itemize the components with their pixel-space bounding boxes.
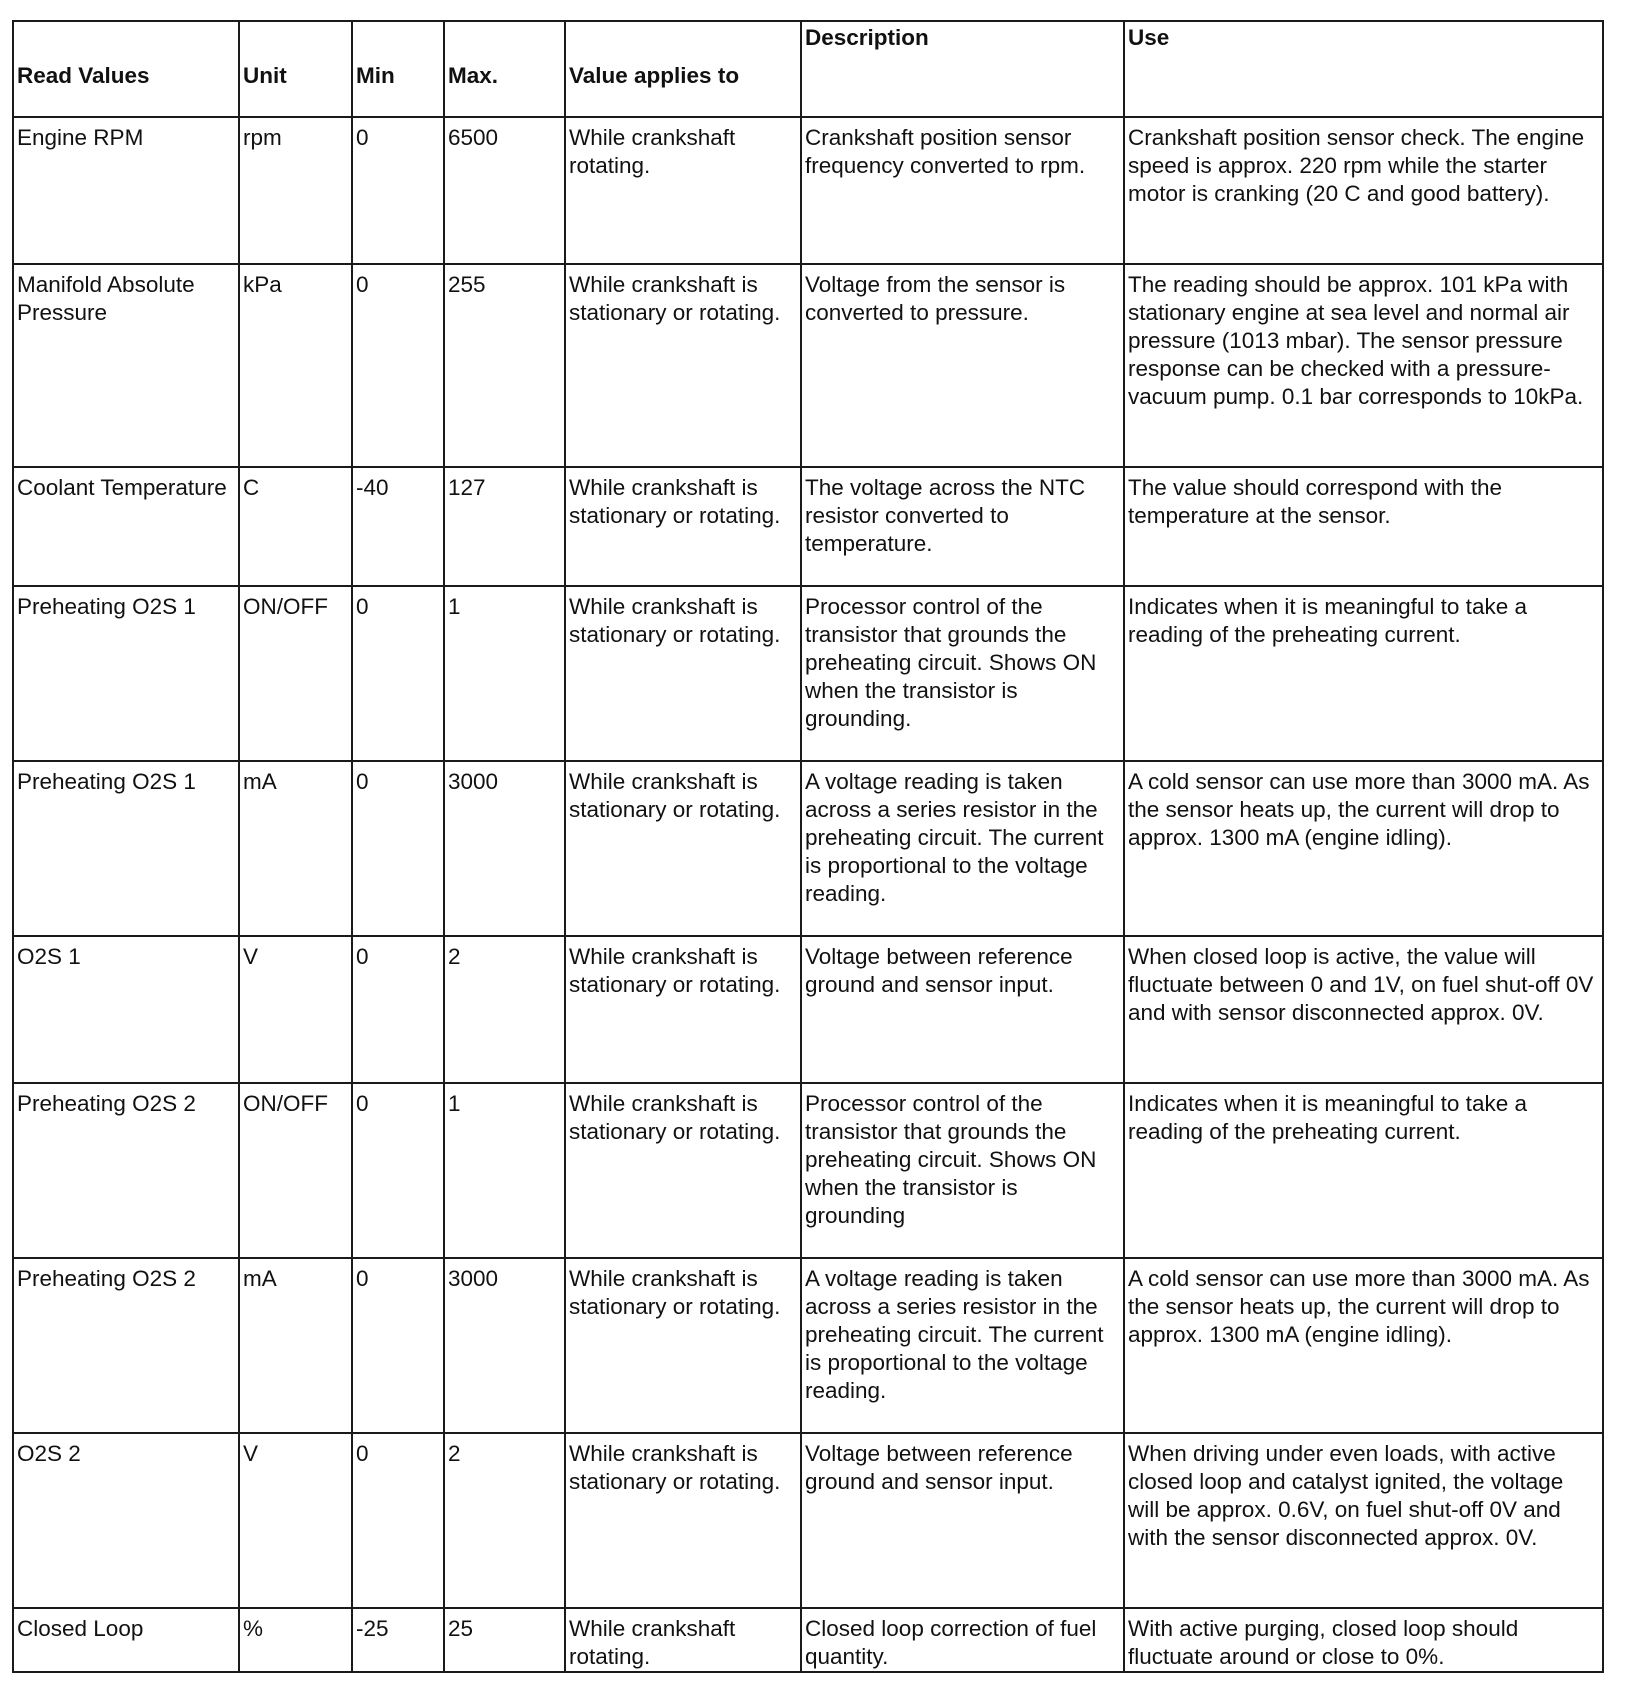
cell-max: 127 [444, 467, 565, 586]
cell-min: -40 [352, 467, 444, 586]
cell-read-value: Coolant Temperature [13, 467, 239, 586]
cell-unit: ON/OFF [239, 586, 352, 761]
table-row [13, 117, 1603, 264]
cell-max: 3000 [444, 761, 565, 936]
cell-unit: V [239, 1433, 352, 1608]
table-row [13, 936, 1603, 1083]
cell-description: A voltage reading is taken across a series resistor in the preheating circuit. The current is proportional to the voltage reading. [801, 1258, 1124, 1433]
cell-max: 6500 [444, 117, 565, 264]
cell-unit: kPa [239, 264, 352, 467]
cell-min: 0 [352, 761, 444, 936]
cell-unit: % [239, 1608, 352, 1672]
cell-description: Crankshaft position sensor frequency converted to rpm. [801, 117, 1124, 264]
cell-unit: ON/OFF [239, 1083, 352, 1258]
cell-max: 25 [444, 1608, 565, 1672]
header-value-applies-to: Value applies to [565, 21, 801, 117]
table-row [13, 1258, 1603, 1433]
table-row [13, 1433, 1603, 1608]
header-unit: Unit [239, 21, 352, 117]
read-values-table [12, 20, 1604, 1673]
cell-read-value: Preheating O2S 2 [13, 1083, 239, 1258]
table-row [13, 761, 1603, 936]
cell-description: Voltage between reference ground and sensor input. [801, 936, 1124, 1083]
cell-read-value: Manifold Absolute Pressure [13, 264, 239, 467]
cell-use: With active purging, closed loop should fluctuate around or close to 0%. [1124, 1608, 1603, 1672]
cell-read-value: O2S 2 [13, 1433, 239, 1608]
cell-description: The voltage across the NTC resistor converted to temperature. [801, 467, 1124, 586]
cell-description: Processor control of the transistor that grounds the preheating circuit. Shows ON when the transistor is grounding [801, 1083, 1124, 1258]
cell-min: 0 [352, 586, 444, 761]
cell-min: 0 [352, 936, 444, 1083]
cell-max: 3000 [444, 1258, 565, 1433]
cell-read-value: Preheating O2S 1 [13, 761, 239, 936]
cell-min: 0 [352, 264, 444, 467]
cell-applies-to: While crankshaft is stationary or rotating. [565, 1258, 801, 1433]
cell-use: Indicates when it is meaningful to take a reading of the preheating current. [1124, 1083, 1603, 1258]
cell-use: A cold sensor can use more than 3000 mA. As the sensor heats up, the current will drop to approx. 1300 mA (engine idling). [1124, 761, 1603, 936]
cell-unit: mA [239, 761, 352, 936]
cell-read-value: Preheating O2S 2 [13, 1258, 239, 1433]
cell-min: 0 [352, 1258, 444, 1433]
cell-applies-to: While crankshaft is stationary or rotating. [565, 936, 801, 1083]
cell-applies-to: While crankshaft rotating. [565, 117, 801, 264]
cell-use: The reading should be approx. 101 kPa with stationary engine at sea level and normal air pressure (1013 mbar). The sensor pressure response can be checked with a pressure-vacuum pump. 0.1 bar corresponds to 10kPa. [1124, 264, 1603, 467]
cell-max: 1 [444, 586, 565, 761]
header-min: Min [352, 21, 444, 117]
cell-read-value: O2S 1 [13, 936, 239, 1083]
cell-unit: rpm [239, 117, 352, 264]
cell-use: When driving under even loads, with active closed loop and catalyst ignited, the voltage will be approx. 0.6V, on fuel shut-off 0V and with the sensor disconnected approx. 0V. [1124, 1433, 1603, 1608]
cell-use: Indicates when it is meaningful to take a reading of the preheating current. [1124, 586, 1603, 761]
header-max: Max. [444, 21, 565, 117]
cell-description: Processor control of the transistor that grounds the preheating circuit. Shows ON when the transistor is grounding. [801, 586, 1124, 761]
cell-applies-to: While crankshaft is stationary or rotating. [565, 586, 801, 761]
cell-read-value: Preheating O2S 1 [13, 586, 239, 761]
cell-applies-to: While crankshaft is stationary or rotating. [565, 1433, 801, 1608]
cell-unit: V [239, 936, 352, 1083]
cell-min: 0 [352, 1433, 444, 1608]
cell-unit: mA [239, 1258, 352, 1433]
cell-max: 1 [444, 1083, 565, 1258]
cell-description: Closed loop correction of fuel quantity. [801, 1608, 1124, 1672]
cell-max: 2 [444, 1433, 565, 1608]
cell-max: 255 [444, 264, 565, 467]
table-row [13, 1608, 1603, 1672]
cell-applies-to: While crankshaft is stationary or rotating. [565, 1083, 801, 1258]
cell-use: When closed loop is active, the value will fluctuate between 0 and 1V, on fuel shut-off 0V and with sensor disconnected approx. 0V. [1124, 936, 1603, 1083]
cell-min: 0 [352, 1083, 444, 1258]
cell-read-value: Engine RPM [13, 117, 239, 264]
table-row [13, 467, 1603, 586]
cell-max: 2 [444, 936, 565, 1083]
cell-description: Voltage between reference ground and sensor input. [801, 1433, 1124, 1608]
header-read-values: Read Values [13, 21, 239, 117]
cell-use: The value should correspond with the temperature at the sensor. [1124, 467, 1603, 586]
cell-applies-to: While crankshaft is stationary or rotating. [565, 761, 801, 936]
header-description: Description [801, 21, 1124, 117]
cell-description: A voltage reading is taken across a series resistor in the preheating circuit. The current is proportional to the voltage reading. [801, 761, 1124, 936]
cell-applies-to: While crankshaft is stationary or rotating. [565, 467, 801, 586]
header-use: Use [1124, 21, 1603, 117]
cell-use: A cold sensor can use more than 3000 mA. As the sensor heats up, the current will drop to approx. 1300 mA (engine idling). [1124, 1258, 1603, 1433]
cell-description: Voltage from the sensor is converted to pressure. [801, 264, 1124, 467]
cell-applies-to: While crankshaft rotating. [565, 1608, 801, 1672]
table-header-row [13, 21, 1603, 117]
cell-use: Crankshaft position sensor check. The engine speed is approx. 220 rpm while the starter motor is cranking (20 C and good battery). [1124, 117, 1603, 264]
cell-min: -25 [352, 1608, 444, 1672]
table-row [13, 1083, 1603, 1258]
cell-unit: C [239, 467, 352, 586]
cell-read-value: Closed Loop [13, 1608, 239, 1672]
cell-min: 0 [352, 117, 444, 264]
table-row [13, 264, 1603, 467]
table-row [13, 586, 1603, 761]
cell-applies-to: While crankshaft is stationary or rotating. [565, 264, 801, 467]
